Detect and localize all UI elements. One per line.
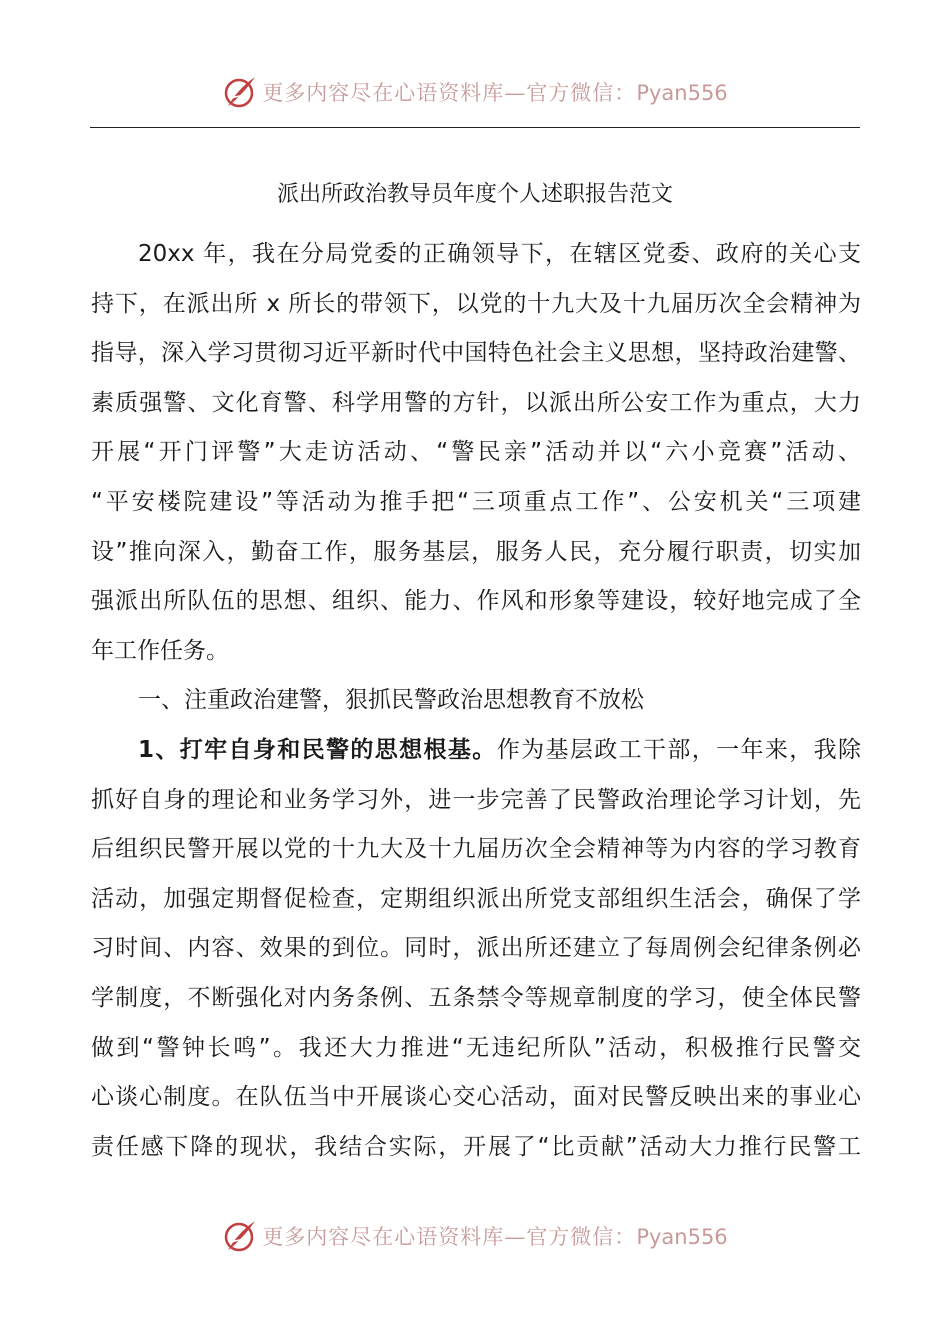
paragraph-line: 20xx 年，我在分局党委的正确领导下，在辖区党委、政府的关心支 — [138, 241, 861, 267]
paragraph-line: “平安楼院建设”等活动为推手把“三项重点工作”、公安机关“三项建 — [91, 488, 861, 515]
paragraph-line: 持下，在派出所 x 所长的带领下，以党的十九大及十九届历次全会精神为 — [91, 290, 861, 317]
section-heading: 一、注重政治建警，狠抓民警政治思想教育不放松 — [138, 687, 644, 714]
document-title: 派出所政治教导员年度个人述职报告范文 — [276, 182, 673, 207]
watermark-dash: — — [504, 81, 527, 105]
watermark-text — [262, 77, 727, 107]
watermark-wechat-id: Pyan556 — [636, 1225, 728, 1249]
paragraph-line: 做到“警钟长鸣”。我还大力推进“无违纪所队”活动，积极推行民警交 — [91, 1034, 861, 1061]
paragraph-line: 强派出所队伍的思想、组织、能力、作风和形象等建设，较好地完成了全 — [91, 588, 861, 615]
paragraph-line-text: 作为基层政工干部，一年来，我除 — [496, 736, 861, 763]
paragraph-line: 责任感下降的现状，我结合实际，开展了“比贡献”活动大力推行民警工 — [91, 1133, 861, 1160]
header-divider — [90, 127, 860, 128]
paragraph-line: 设”推向深入，勤奋工作，服务基层，服务人民，充分履行职责，切实加 — [91, 538, 861, 565]
paragraph-line: 抓好自身的理论和业务学习外，进一步完善了民警政治理论学习计划，先 — [91, 786, 861, 813]
watermark-wechat-label: 官方微信： — [526, 1225, 637, 1249]
paragraph-line: 指导，深入学习贯彻习近平新时代中国特色社会主义思想，坚持政治建警、 — [91, 340, 861, 367]
watermark-wechat-label: 官方微信： — [526, 81, 637, 105]
quill-logo-icon — [222, 74, 258, 110]
watermark-dash: — — [504, 1225, 527, 1249]
quill-logo-icon — [222, 1218, 258, 1254]
watermark-site-text: 更多内容尽在心语资料库 — [262, 1225, 505, 1249]
document-body — [91, 230, 861, 1172]
subsection-heading: 1、打牢自身和民警的思想根基。 — [138, 736, 497, 763]
paragraph-line — [91, 726, 861, 776]
paragraph-line: 素质强警、文化育警、科学用警的方针，以派出所公安工作为重点，大力 — [91, 389, 861, 416]
watermark-text — [262, 1221, 727, 1251]
paragraph-line: 心谈心制度。在队伍当中开展谈心交心活动，面对民警反映出来的事业心 — [91, 1084, 861, 1111]
header-watermark — [0, 72, 950, 112]
watermark-wechat-id: Pyan556 — [636, 81, 728, 105]
footer-watermark — [0, 1216, 950, 1256]
paragraph-line: 学制度，不断强化对内务条例、五条禁令等规章制度的学习，使全体民警 — [91, 984, 861, 1011]
paragraph-line: 活动，加强定期督促检查，定期组织派出所党支部组织生活会，确保了学 — [91, 885, 861, 912]
paragraph-line: 习时间、内容、效果的到位。同时，派出所还建立了每周例会纪律条例必 — [91, 935, 861, 962]
paragraph-line: 开展“开门评警”大走访活动、“警民亲”活动并以“六小竞赛”活动、 — [91, 439, 861, 466]
paragraph-line: 年工作任务。 — [91, 637, 229, 664]
watermark-site-text: 更多内容尽在心语资料库 — [262, 81, 505, 105]
paragraph-line: 后组织民警开展以党的十九大及十九届历次全会精神等为内容的学习教育 — [91, 836, 861, 863]
